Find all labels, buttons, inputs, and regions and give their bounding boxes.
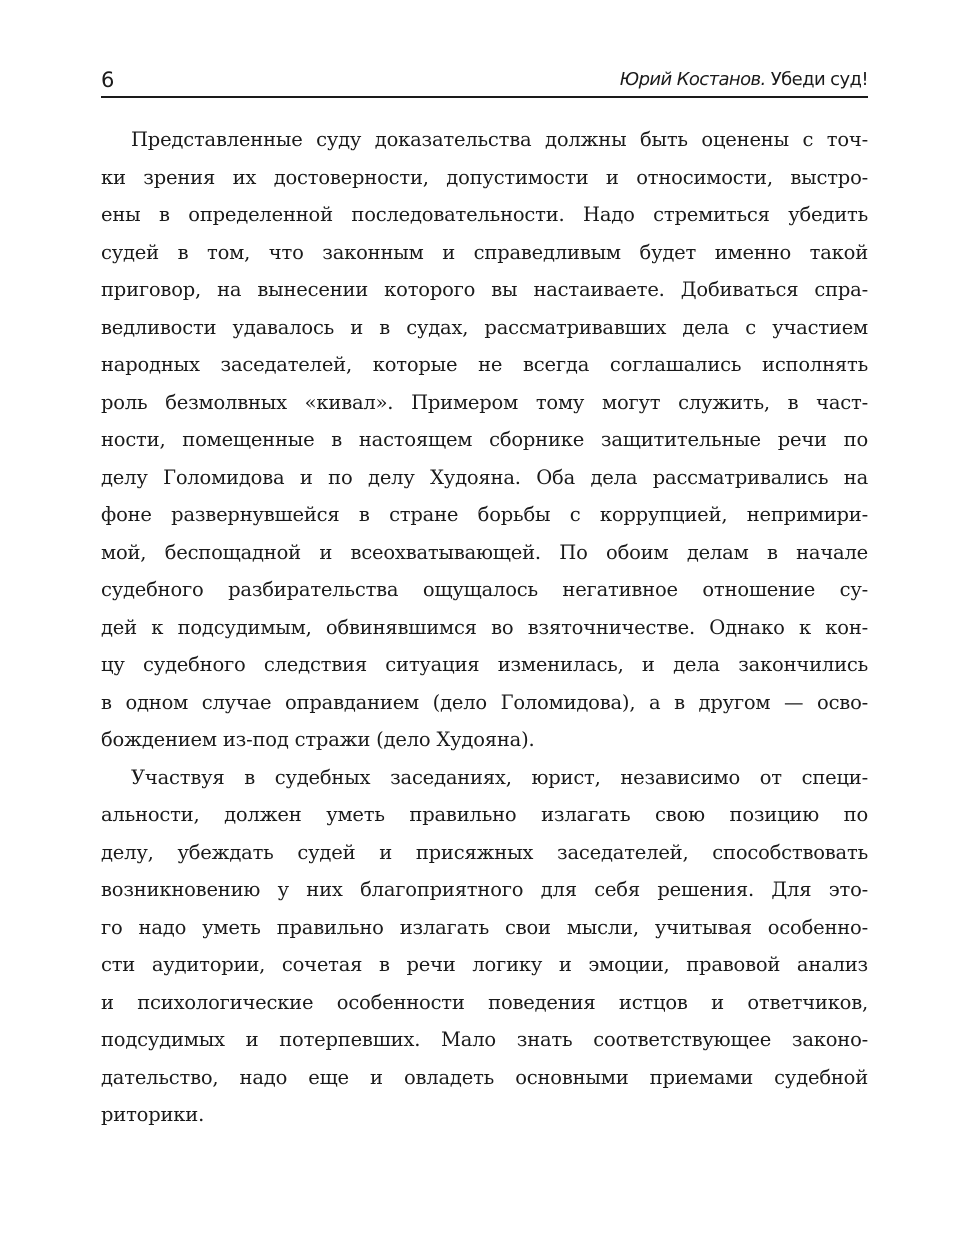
text-line: судей в том, что законным и справедливым будет именно такой — [101, 240, 868, 264]
text-line: подсудимых и потерпевших. Мало знать соответствующее законо- — [101, 1028, 868, 1051]
paragraph — [101, 121, 868, 759]
text-line: дей к подсудимым, обвинявшимся во взяточничестве. Однако к кон- — [101, 615, 868, 639]
text-line: Участвуя в судебных заседаниях, юрист, независимо от специ- — [131, 765, 868, 789]
text-line: роль безмолвных «кивал». Примером тому могут служить, в част- — [101, 390, 868, 414]
running-header — [101, 66, 868, 98]
text-line: ки зрения их достоверности, допустимости и относимости, выстро- — [101, 165, 868, 189]
running-title-author: Юрий Костанов. — [619, 69, 766, 90]
running-title-book: Убеди суд! — [770, 69, 868, 90]
text-line: ены в определенной последовательности. Надо стремиться убедить — [101, 203, 868, 226]
text-line: возникновению у них благоприятного для себя решения. Для это- — [101, 878, 868, 901]
text-line: делу Голомидова и по делу Худояна. Оба дела рассматривались на — [101, 465, 868, 489]
text-line: го надо уметь правильно излагать свои мысли, учитывая особенно- — [101, 915, 868, 939]
text-line: цу судебного следствия ситуация изменилась, и дела закончились — [101, 653, 868, 676]
text-line: народных заседателей, которые не всегда соглашались исполнять — [101, 353, 868, 376]
paragraph — [101, 759, 868, 1134]
text-line: судебного разбирательства ощущалось негативное отношение су- — [101, 578, 868, 601]
page-number: 6 — [101, 68, 115, 92]
text-line: в одном случае оправданием (дело Голомидова), а в другом — осво- — [101, 690, 868, 714]
text-line: риторики. — [101, 1103, 205, 1126]
text-line: Представленные суду доказательства должны быть оценены с точ- — [131, 128, 868, 151]
text-line: делу, убеждать судей и присяжных заседателей, способствовать — [101, 840, 868, 864]
body-text — [101, 121, 868, 1134]
text-line: сти аудитории, сочетая в речи логику и эмоции, правовой анализ — [101, 953, 868, 976]
text-line: ности, помещенные в настоящем сборнике защитительные речи по — [101, 428, 868, 451]
text-line: и психологические особенности поведения истцов и ответчиков, — [101, 990, 868, 1014]
text-line: мой, беспощадной и всеохватывающей. По обоим делам в начале — [101, 540, 868, 564]
text-line: ведливости удавалось и в судах, рассматривавших дела с участием — [101, 315, 868, 339]
text-line: альности, должен уметь правильно излагать свою позицию по — [101, 803, 868, 826]
running-title — [620, 66, 868, 94]
text-line: дательство, надо еще и овладеть основными приемами судебной — [101, 1065, 868, 1089]
text-line: фоне развернувшейся в стране борьбы с коррупцией, непримири- — [101, 503, 868, 526]
text-line: приговор, на вынесении которого вы настаиваете. Добиваться спра- — [101, 278, 868, 301]
text-line: бождением из-под стражи (дело Худояна). — [101, 728, 535, 751]
